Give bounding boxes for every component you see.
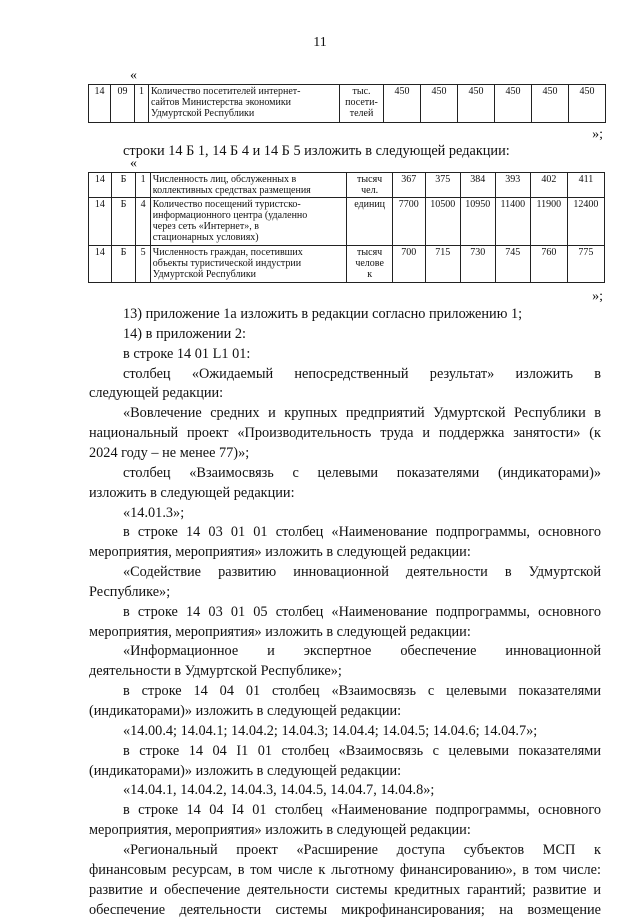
code-cell: 1 (136, 173, 150, 198)
page-number: 11 (313, 35, 327, 50)
value-cell: 730 (460, 246, 495, 283)
value-cell: 10950 (460, 198, 495, 246)
table-row (89, 198, 605, 246)
unit-cell: тыс. посети- телей (340, 85, 384, 123)
quote-open-1: « (130, 68, 137, 83)
text-line: (индикаторами)» изложить в следующей редакции: (89, 703, 402, 719)
table-row (89, 173, 605, 198)
text-line: мероприятия, мероприятия» изложить в следующей редакции: (89, 623, 471, 640)
text-line: мероприятия, мероприятия» изложить в следующей редакции: (89, 822, 471, 839)
code-cell: 14 (89, 85, 111, 123)
unit-cell: тысяч челове к (347, 246, 392, 283)
code-cell: 14 (89, 198, 112, 246)
text-line: «Региональный проект «Расширение доступа субъектов МСП к (123, 841, 601, 858)
text-line: (индикаторами)» изложить в следующей редакции: (89, 762, 402, 779)
code-cell: Б (111, 198, 136, 246)
indicator-name-cell: Количество посетителей интернет- сайтов Министерства экономики Удмуртской Республики (149, 85, 340, 123)
value-cell: 11900 (530, 198, 567, 246)
code-cell: 14 (89, 246, 112, 283)
code-cell: 09 (111, 85, 135, 123)
text-line: в строке 14 01 L1 01: (123, 345, 251, 362)
text-line: развитие и обеспечение деятельности системы кредитных гарантий; развитие и (89, 881, 601, 898)
indicator-table-2 (88, 172, 605, 283)
value-cell: 450 (421, 85, 458, 123)
text-line: в строке 14 04 I4 01 столбец «Наименование подпрограммы, основного (123, 802, 601, 819)
value-cell: 411 (567, 173, 604, 198)
value-cell: 367 (392, 173, 425, 198)
table-row (89, 85, 606, 123)
text-line: финансовым ресурсам, в том числе к льготному финансированию», в том числе: (89, 861, 601, 878)
value-cell: 10500 (425, 198, 460, 246)
text-line: в строке 14 04 I1 01 столбец «Взаимосвязь с целевыми показателями (123, 742, 601, 759)
text-line: столбец «Взаимосвязь с целевыми показателями (индикаторами)» (123, 464, 601, 481)
value-cell: 393 (495, 173, 530, 198)
indicator-table-1 (88, 84, 606, 123)
value-cell: 450 (495, 85, 532, 123)
value-cell: 700 (392, 246, 425, 283)
value-cell: 7700 (392, 198, 425, 246)
value-cell: 450 (569, 85, 606, 123)
text-line: в строке 14 04 01 столбец «Взаимосвязь с целевыми показателями (123, 683, 601, 700)
code-cell: 1 (135, 85, 149, 123)
code-cell: Б (111, 246, 136, 283)
unit-cell: единиц (347, 198, 392, 246)
value-cell: 450 (532, 85, 569, 123)
text-line: в строке 14 03 01 01 столбец «Наименование подпрограммы, основного (123, 524, 601, 541)
text-line: столбец «Ожидаемый непосредственный результат» изложить в (123, 365, 601, 382)
text-line: «14.00.4; 14.04.1; 14.04.2; 14.04.3; 14.04.4; 14.04.5; 14.04.6; 14.04.7»; (123, 722, 538, 739)
text-line: 2024 году – не менее 77)»; (89, 444, 250, 461)
text-line: изложить в следующей редакции: (89, 484, 295, 501)
value-cell: 745 (495, 246, 530, 283)
text-line: «14.04.1, 14.04.2, 14.04.3, 14.04.5, 14.04.7, 14.04.8»; (123, 782, 435, 799)
text-line: «Информационное и экспертное обеспечение инновационной (123, 643, 601, 660)
code-cell: 5 (136, 246, 150, 283)
code-cell: 14 (89, 173, 112, 198)
text-line: деятельности в Удмуртской Республике»; (89, 663, 342, 680)
value-cell: 715 (425, 246, 460, 283)
text-line: Республике»; (89, 583, 171, 600)
indicator-name-cell: Количество посещений туристско- информационного центра (удаленно через сеть «Интернет», в стационарных условиях) (150, 198, 347, 246)
value-cell: 402 (530, 173, 567, 198)
value-cell: 12400 (567, 198, 604, 246)
intro-line: строки 14 Б 1, 14 Б 4 и 14 Б 5 изложить в следующей редакции: (123, 143, 510, 159)
text-line: «14.01.3»; (123, 504, 185, 521)
code-cell: 4 (136, 198, 150, 246)
text-line: национальный проект «Производительность труда и поддержка занятости» (к (89, 425, 601, 442)
value-cell: 384 (460, 173, 495, 198)
value-cell: 760 (530, 246, 567, 283)
value-cell: 11400 (495, 198, 530, 246)
quote-close-1: »; (592, 127, 603, 142)
text-line: следующей редакции: (89, 385, 224, 402)
value-cell: 775 (567, 246, 604, 283)
text-line: 14) в приложении 2: (123, 325, 247, 342)
table-row (89, 246, 605, 283)
indicator-name-cell: Численность граждан, посетивших объекты туристической индустрии Удмуртской Республики (150, 246, 347, 283)
unit-cell: тысяч чел. (347, 173, 392, 198)
code-cell: Б (111, 173, 136, 198)
indicator-name-cell: Численность лиц, обслуженных в коллективных средствах размещения (150, 173, 347, 198)
value-cell: 450 (384, 85, 421, 123)
text-line: мероприятия, мероприятия» изложить в следующей редакции: (89, 544, 471, 561)
text-line: «Содействие развитию инновационной деятельности в Удмуртской (123, 564, 601, 581)
text-line: «Вовлечение средних и крупных предприятий Удмуртской Республики в (123, 405, 601, 422)
quote-open-2: « (130, 156, 137, 171)
quote-close-2: »; (592, 289, 603, 304)
text-line: обеспечение деятельности системы микрофинансирования; на возмещение (89, 901, 601, 918)
value-cell: 375 (425, 173, 460, 198)
text-line: в строке 14 03 01 05 столбец «Наименование подпрограммы, основного (123, 603, 601, 620)
value-cell: 450 (458, 85, 495, 123)
text-line: 13) приложение 1а изложить в редакции согласно приложению 1; (123, 306, 523, 322)
